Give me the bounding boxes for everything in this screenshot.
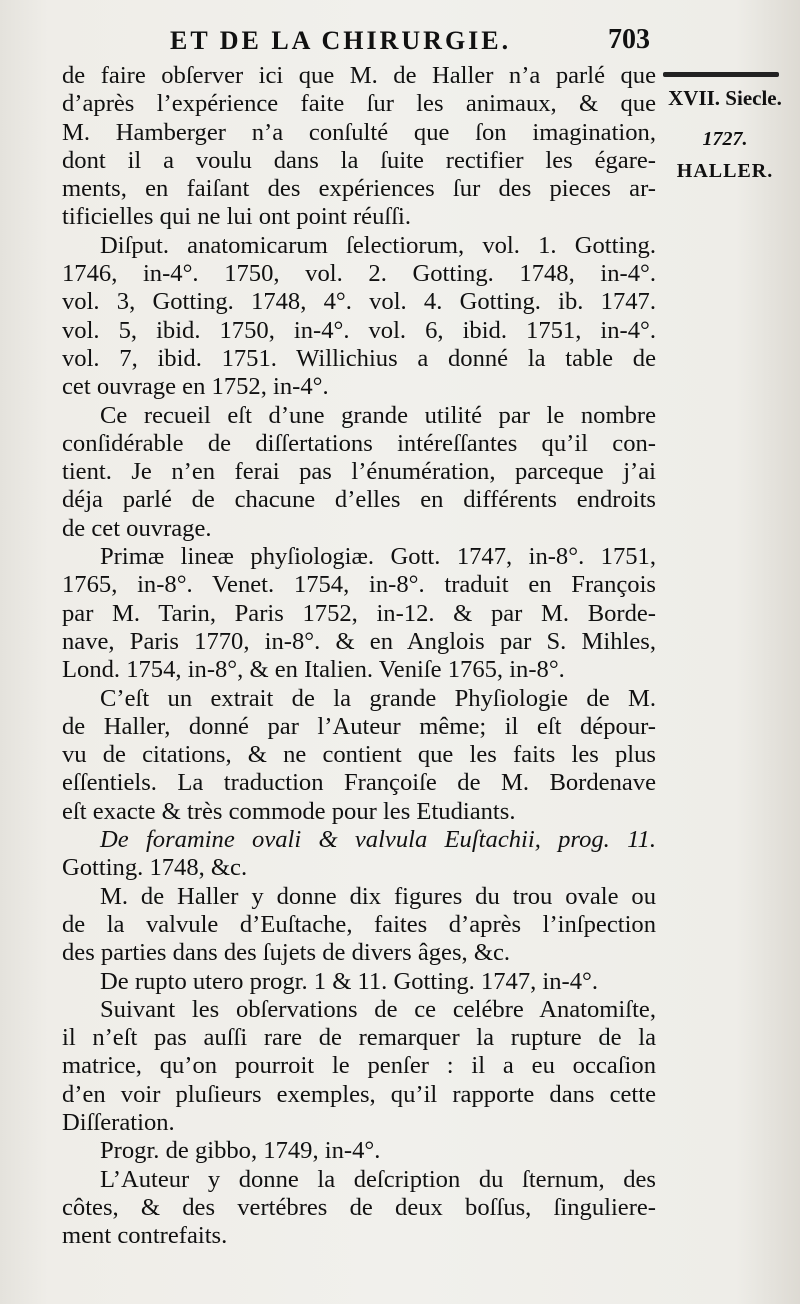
body-text [62, 62, 656, 1250]
text-line: déja parlé de chacune d’elles en différents endroits [62, 486, 656, 514]
text-line: De foramine ovali & valvula Euſtachii, prog. 11. [100, 826, 656, 854]
text-line: de cet ouvrage. [62, 514, 212, 542]
text-line: Diſput. anatomicarum ſelectiorum, vol. 1. Gotting. [100, 231, 656, 259]
text-line: par M. Tarin, Paris 1752, in-12. & par M. Borde- [62, 599, 656, 627]
text-line: Primæ lineæ phyſiologiæ. Gott. 1747, in-8°. 1751, [100, 543, 656, 571]
text-line: matrice, qu’on pourroit le penſer : il a eu occaſion [62, 1052, 656, 1080]
text-line: vol. 5, ibid. 1750, in-4°. vol. 6, ibid. 1751, in-4°. [62, 316, 656, 344]
text-line: Gotting. 1748, &c. [62, 854, 248, 882]
text-line: 1746, in-4°. 1750, vol. 2. Gotting. 1748, in-4°. [62, 260, 656, 288]
text-line: vol. 3, Gotting. 1748, 4°. vol. 4. Gotting. ib. 1747. [62, 288, 656, 316]
text-line: De rupto utero progr. 1 & 11. Gotting. 1747, in-4°. [100, 967, 599, 995]
text-line: L’Auteur y donne la deſcription du ſternum, des [100, 1165, 656, 1193]
text-line: Progr. de gibbo, 1749, in-4°. [100, 1137, 381, 1165]
text-line: M. Hamberger n’a conſulté que ſon imagination, [62, 118, 656, 146]
margin-rule [663, 72, 779, 77]
text-line: Lond. 1754, in-8°, & en Italien. Veniſe 1765, in-8°. [62, 656, 565, 684]
text-line: nave, Paris 1770, in-8°. & en Anglois par S. Mihles, [62, 627, 656, 655]
text-line: de faire obſerver ici que M. de Haller n’a parlé que [62, 62, 656, 89]
text-line: Suivant les obſervations de ce celébre Anatomiſte, [100, 995, 656, 1023]
text-line: vol. 7, ibid. 1751. Willichius a donné la table de [62, 344, 656, 372]
text-line: il n’eſt pas auſſi rare de remarquer la rupture de la [62, 1024, 656, 1052]
text-line: C’eſt un extrait de la grande Phyſiologie de M. [100, 684, 656, 712]
text-line: Ce recueil eſt d’une grande utilité par le nombre [100, 401, 656, 429]
text-line: des parties dans des ſujets de divers âges, &c. [62, 939, 511, 967]
text-line: côtes, & des vertébres de deux boſſus, ſinguliere- [62, 1193, 656, 1221]
running-title: ET DE LA CHIRURGIE. [170, 26, 512, 55]
text-line: de la valvule d’Euſtache, faites d’après l’inſpection [62, 910, 656, 938]
text-line: dont il a voulu dans la ſuite rectifier les égare- [62, 146, 656, 174]
text-line: tificielles qui ne lui ont point réuſſi. [62, 203, 412, 231]
margin-note-year: 1727. [702, 128, 748, 150]
text-line: eſt exacte & très commode pour les Etudiants. [62, 797, 516, 825]
text-line: d’après l’expérience faite ſur les animaux, & que [62, 90, 656, 118]
text-line: tient. Je n’en ferai pas l’énumération, parceque j’ai [62, 458, 656, 486]
text-line: cet ouvrage en 1752, in-4°. [62, 373, 329, 401]
margin-note-author: HALLER. [676, 160, 774, 182]
text-line: de Haller, donné par l’Auteur même; il eſt dépour- [62, 712, 656, 740]
text-line: M. de Haller y donne dix figures du trou ovale ou [100, 882, 656, 910]
text-line: eſſentiels. La traduction Françoiſe de M. Bordenave [62, 769, 656, 797]
text-line: vu de citations, & ne contient que les faits les plus [62, 741, 656, 769]
text-line: d’en voir pluſieurs exemples, qu’il rapporte dans cette [62, 1080, 656, 1108]
page-number: 703 [608, 24, 650, 55]
text-line: ments, en faiſant des expériences ſur des pieces ar- [62, 175, 656, 203]
text-line: 1765, in-8°. Venet. 1754, in-8°. traduit en François [62, 571, 656, 599]
text-line: ment contrefaits. [62, 1222, 228, 1250]
text-line: conſidérable de diſſertations intéreſſantes qu’il con- [62, 429, 656, 457]
margin-note-century: XVII. Siecle. [668, 86, 782, 110]
text-line: Diſſeration. [62, 1108, 175, 1136]
